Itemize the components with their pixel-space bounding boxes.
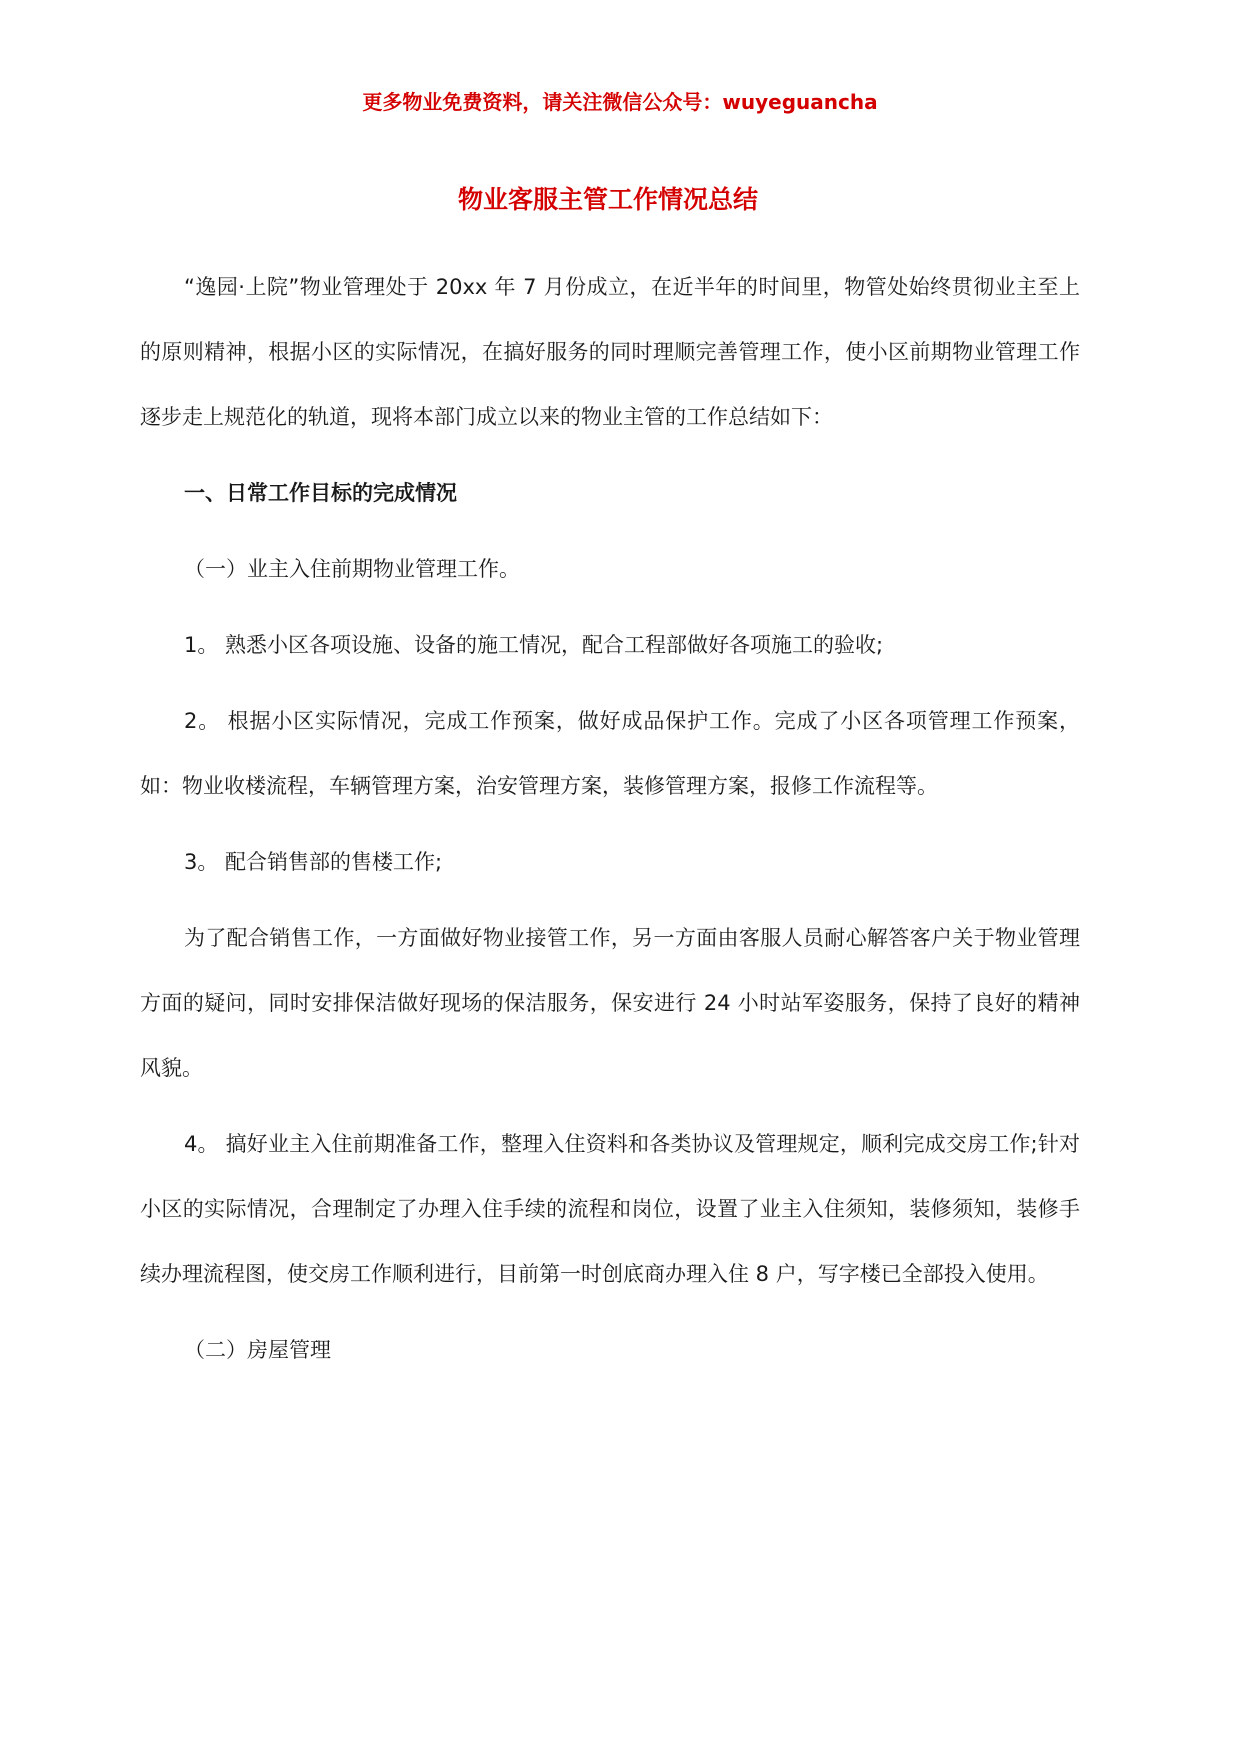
section-heading-1: 一、日常工作目标的完成情况 bbox=[184, 481, 457, 505]
sales-paragraph: 为了配合销售工作，一方面做好物业接管工作，另一方面由客服人员耐心解答客户关于物业管理方面的疑问，同时安排保洁做好现场的保洁服务，保安进行 24 小时站军姿服务，保持了良好的精神风貌。 bbox=[140, 926, 1080, 1080]
sub-heading-1: （一）业主入住前期物业管理工作。 bbox=[184, 557, 520, 581]
list-item-2: 2。 根据小区实际情况，完成工作预案，做好成品保护工作。完成了小区各项管理工作预案，如：物业收楼流程，车辆管理方案，治安管理方案，装修管理方案，报修工作流程等。 bbox=[140, 709, 1080, 798]
document-body bbox=[140, 255, 1080, 1394]
document-title: 物业客服主管工作情况总结 bbox=[457, 185, 758, 214]
intro-paragraph: “逸园·上院”物业管理处于 20xx 年 7 月份成立，在近半年的时间里，物管处始终贯彻业主至上的原则精神，根据小区的实际情况，在搞好服务的同时理顺完善管理工作，使小区前期物业管理工作逐步走上规范化的轨道，现将本部门成立以来的物业主管的工作总结如下： bbox=[140, 275, 1080, 429]
list-item-1: 1。 熟悉小区各项设施、设备的施工情况，配合工程部做好各项施工的验收; bbox=[184, 633, 884, 657]
list-item-3: 3。 配合销售部的售楼工作; bbox=[184, 850, 443, 874]
header-note: 更多物业免费资料，请关注微信公众号：wuyeguancha bbox=[362, 90, 878, 114]
list-item-4: 4。 搞好业主入住前期准备工作，整理入住资料和各类协议及管理规定，顺利完成交房工作;针对小区的实际情况，合理制定了办理入住手续的流程和岗位，设置了业主入住须知，装修须知，装修手续办理流程图，使交房工作顺利进行，目前第一时创底商办理入住 8 户，写字楼已全部投入使用。 bbox=[140, 1132, 1080, 1286]
sub-heading-2: （二）房屋管理 bbox=[184, 1338, 331, 1362]
